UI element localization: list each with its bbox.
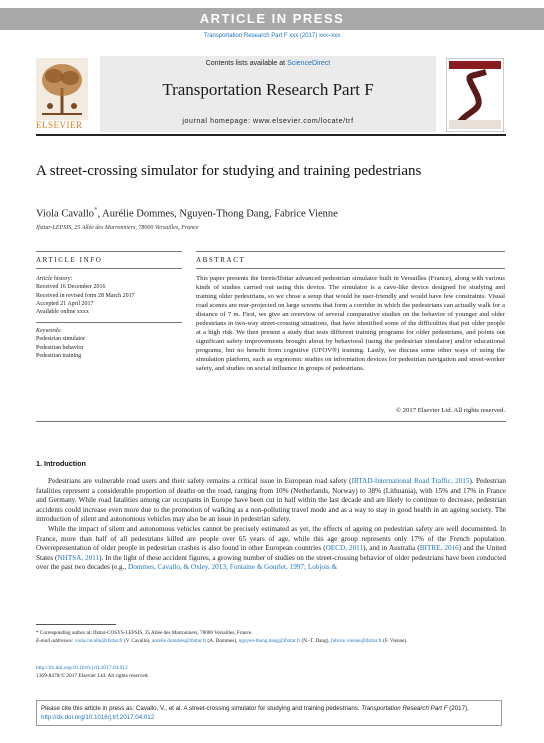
- keyword-item: Pedestrian training: [36, 352, 82, 359]
- header-divider: [36, 134, 506, 136]
- email-link[interactable]: viola.cavallo@ifsttar.fr: [74, 637, 123, 644]
- reference-link[interactable]: OECD, 2011: [325, 544, 364, 553]
- email-link[interactable]: fabrice.vienne@ifsttar.fr: [330, 637, 382, 644]
- section-heading-introduction: 1. Introduction: [36, 459, 86, 468]
- keywords-rule: [36, 322, 182, 323]
- journal-title: Transportation Research Part F: [162, 80, 374, 99]
- reference-link[interactable]: Dommes, Cavallo, & Oxley, 2013; Fontaine & Gourlet, 1997; Lobjois &: [128, 563, 338, 572]
- sciencedirect-link[interactable]: ScienceDirect: [287, 60, 331, 67]
- contents-line: [100, 60, 436, 67]
- article-history: [36, 275, 182, 316]
- abstract-heading: ABSTRACT: [196, 256, 246, 264]
- email-link[interactable]: nguyen-thong.dang@ifsttar.fr: [238, 637, 301, 644]
- keywords-label: Keywords:: [36, 328, 62, 334]
- elsevier-tree-logo-icon: [36, 58, 88, 120]
- author-rest: Aurélie Dommes, Nguyen-Thong Dang, Fabrice Vienne: [102, 208, 338, 220]
- intro-paragraph-1: Pedestrians are vulnerable road users and their safety remains a critical issue in European road safety (IRTAD-International Road Traffic, 2015). Pedestrian fatalities represent a considerable proportion of deaths on the road, ranging from 10% (Netherlands, Norway) to 38% (Lithuania), with 15% and 17% in France and Germany. While road fatalities among car occupants in Europe have been cut in half within the last decade and are likely to continue to decrease, pedestrian accidents could increase even more due to the promotion of walking as a non-polluting travel mode and as a way to stay in good health in an ageing society. The introduction of silent and autonomous vehicles may also be an issue in pedestrian safety.: [36, 477, 506, 524]
- reference-link[interactable]: BITRE, 2016: [419, 544, 459, 553]
- history-item: Available online xxxx: [36, 309, 89, 316]
- email-addresses: E-mail addresses: viola.cavallo@ifsttar.fr (V. Cavallo), aurelie.dommes@ifsttar.fr (A. Dommes), nguyen-thong.dang@ifsttar.fr (N.-T. Dang), fabrice.vienne@ifsttar.fr (F. Vienne).: [36, 637, 408, 644]
- citation-box: Please cite this article in press as: Cavallo, V., et al. A street-crossing simulator for studying and training pedestrians. Transportation Research Part F (2017), http://dx.doi.org/10.1016/j.trf.2017.04.012: [36, 700, 502, 726]
- journal-cover-thumbnail-icon: [446, 58, 504, 132]
- abstract-copyright: © 2017 Elsevier Ltd. All rights reserved.: [395, 407, 505, 414]
- info-heading-rule: [36, 268, 182, 269]
- journal-homepage[interactable]: journal homepage: www.elsevier.com/locate/trf: [182, 118, 354, 125]
- contents-prefix: Contents lists available at: [205, 60, 288, 67]
- corresponding-author-note: * Corresponding author at: Ifsttar-COSYS-LEPSIS, 25 Allée des Marronniers, 78000 Versailles, France.: [36, 630, 253, 636]
- keyword-item: Pedestrian behavior: [36, 344, 84, 351]
- article-in-press-banner: ARTICLE IN PRESS: [0, 8, 544, 30]
- journal-citation-link[interactable]: Transportation Research Part F xxx (2017) xxx–xxx: [203, 33, 341, 39]
- intro-paragraph-2: While the impact of silent and autonomous vehicles cannot be precisely estimated as yet, the effects of ageing on pedestrian safety are well documented. In France, more than half of all pedestrians killed are people over 65 years of age, while this age group represents only 17% of the French population. Overrepresentation of older people in pedestrian crashes is also found in other European countries (OECD, 2011), and in Australia (BITRE, 2016) and the United States (NHTSA, 2011). In the light of these accident figures, a growing number of studies on the street-crossing behavior of older pedestrians have been conducted over the past two decades (e.g., Dommes, Cavallo, & Oxley, 2013; Fontaine & Gourlet, 1997; Lobjois &: [36, 524, 506, 572]
- history-item: Received in revised form 28 March 2017: [36, 292, 135, 299]
- cite-doi-link[interactable]: http://dx.doi.org/10.1016/j.trf.2017.04.012: [41, 714, 155, 721]
- history-item: Accepted 21 April 2017: [36, 300, 94, 307]
- affiliation: Ifsttar-LEPSIS, 25 Allée des Marronniers, 78000 Versailles, France: [36, 225, 199, 231]
- article-title: A street-crossing simulator for studying and training pedestrians: [36, 163, 422, 179]
- cite-journal: Transportation Research Part F: [361, 705, 448, 712]
- author-list: Viola Cavallo*, Aurélie Dommes, Nguyen-Thong Dang, Fabrice Vienne: [36, 206, 338, 220]
- keyword-item: Pedestrian simulator: [36, 336, 86, 343]
- keywords-block: [36, 327, 182, 360]
- elsevier-wordmark: ELSEVIER: [36, 120, 83, 130]
- author-first: Viola Cavallo: [36, 208, 94, 220]
- article-info-heading: ARTICLE INFO: [36, 256, 103, 264]
- introduction-body: [36, 477, 506, 573]
- doi-block: [36, 664, 149, 680]
- rights-line: 1369-8478/© 2017 Elsevier Ltd. All rights reserved.: [36, 673, 149, 680]
- history-label: Article history:: [36, 276, 73, 282]
- reference-link[interactable]: NHTSA, 2011: [57, 553, 100, 562]
- footnote-rule: [36, 624, 116, 625]
- doi-link[interactable]: http://dx.doi.org/10.1016/j.trf.2017.04.012: [36, 665, 128, 671]
- abstract-top-rule: [196, 251, 505, 252]
- abstract-text: This paper presents the Inrets/Ifsttar advanced pedestrian simulator built in Versailles (France), along with various kinds of studies carried out using this device. The simulator is a cave-like device designed for studying and training older pedestrians, so we chose a setup that would be user-friendly and would have few constraints. Visual road scenes are rear-projected on large screens that form a corridor in which the pedestrians can actually walk for a distance of 7 m. First, we give an overview of several comparative studies on the behavior of younger and older pedestrians in two-way street-crossing situations, that have identified some of the difficulties that put older people at a high risk. We then present a study that tests different training programs for older pedestrians, and points out significant safety improvements brought about by behavioral (using the pedestrian simulator) and/or educational programs, but no benefit from cognitive (UFOV®) training. Lastly, we discuss some other ways of using the simulation platform, such as ergonomic studies on information devices for pedestrian navigation and street-worker safety, and studies on social influence in groups of pedestrians.: [196, 275, 505, 372]
- abstract-heading-rule: [196, 268, 505, 269]
- footnotes: [36, 630, 506, 645]
- corresponding-author-mark[interactable]: *: [93, 206, 98, 214]
- history-item: Received 16 December 2016: [36, 284, 106, 291]
- abstract-bottom-rule: [36, 421, 506, 422]
- email-link[interactable]: aurelie.dommes@ifsttar.fr: [151, 637, 207, 644]
- info-top-rule: [36, 251, 182, 252]
- reference-link[interactable]: IRTAD-International Road Traffic, 2015: [351, 477, 470, 485]
